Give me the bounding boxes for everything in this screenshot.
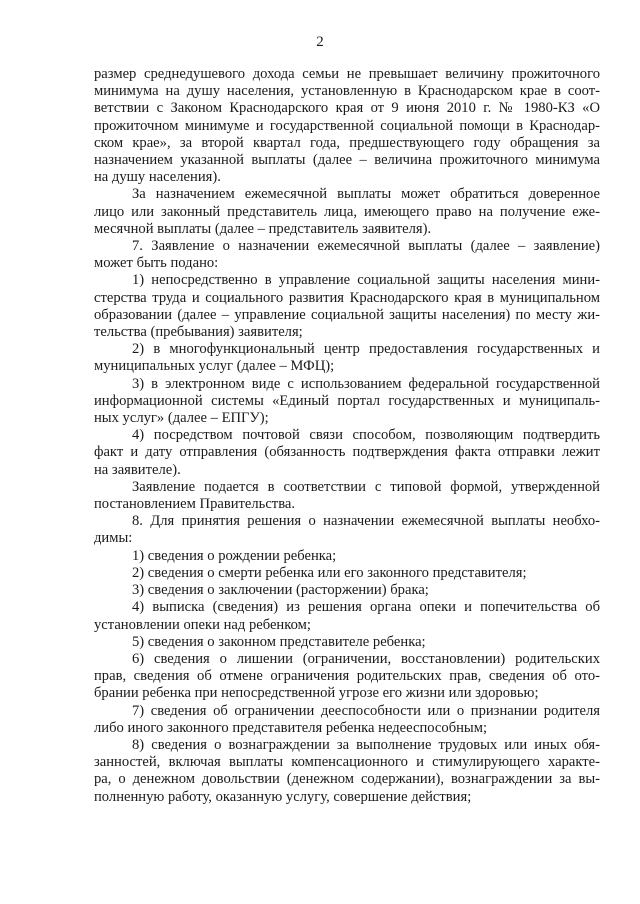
paragraph [94, 599, 600, 633]
text-line: 6) сведения о лишении (ограничении, восстановлении) родительских [132, 650, 600, 667]
text-line: брании ребенка при непосредственной угрозе его жизни или здоровью; [94, 685, 539, 702]
text-line: Заявление подается в соответствии с типовой формой, утвержденной [132, 478, 600, 495]
text-line: 3) сведения о заключении (расторжении) брака; [132, 582, 429, 599]
paragraph [94, 341, 600, 375]
paragraph [94, 238, 600, 272]
text-line: ра, о денежном довольствии (денежном содержании), вознаграждении за вы- [94, 771, 600, 788]
text-line: 4) выписка (сведения) из решения органа опеки и попечительства об [132, 599, 600, 616]
text-line: тельства (пребывания) заявителя; [94, 324, 303, 341]
text-line: образовании (далее – управление социальной защиты населения) по месту жи- [94, 306, 600, 323]
text-line: ском крае», за второй квартал года, предшествующего году обращения за [94, 134, 600, 151]
text-line: информационной системы «Единый портал государственных и муниципаль- [94, 392, 600, 409]
text-line: прожиточном минимуме и государственной социальной помощи в Краснодар- [94, 117, 600, 134]
paragraph [94, 66, 600, 186]
text-line: 8. Для принятия решения о назначении ежемесячной выплаты необхо- [132, 513, 600, 530]
text-line: минимума на душу населения, установленную в Краснодарском крае в соот- [94, 83, 600, 100]
paragraph [94, 651, 600, 703]
paragraph [94, 427, 600, 479]
paragraph [94, 272, 600, 341]
paragraph [94, 737, 600, 806]
text-line: 3) в электронном виде с использованием федеральной государственной [132, 375, 600, 392]
paragraph [94, 376, 600, 428]
text-line: 7. Заявление о назначении ежемесячной выплаты (далее – заявление) [132, 238, 600, 255]
text-line: 1) непосредственно в управление социальной защиты населения мини- [132, 272, 600, 289]
paragraph [94, 582, 600, 599]
text-line: размер среднедушевого дохода семьи не превышает величину прожиточного [94, 66, 600, 82]
text-line: ных услуг» (далее – ЕПГУ); [94, 410, 269, 427]
document-body [94, 66, 600, 806]
text-line: 1) сведения о рождении ребенка; [132, 547, 337, 564]
text-line: назначением указанной выплаты (далее – величина прожиточного минимума [94, 152, 600, 169]
text-line: 2) сведения о смерти ребенка или его законного представителя; [132, 564, 527, 581]
text-line: может быть подано: [94, 255, 219, 272]
text-line: на заявителе). [94, 461, 181, 478]
text-line: лицо или законный представитель лица, имеющего право на получение еже- [94, 203, 600, 220]
paragraph [94, 479, 600, 513]
paragraph [94, 548, 600, 565]
text-line: муниципальных услуг (далее – МФЦ); [94, 358, 335, 375]
text-line: месячной выплаты (далее – представитель заявителя). [94, 220, 432, 237]
text-line: ветствии с Законом Краснодарского края от 9 июня 2010 г. № 1980-КЗ «О [94, 100, 600, 117]
text-line: либо иного законного представителя ребенка недееспособным; [94, 719, 488, 736]
paragraph [94, 565, 600, 582]
text-line: димы: [94, 530, 133, 547]
text-line: 5) сведения о законном представителе ребенка; [132, 633, 426, 650]
text-line: 7) сведения об ограничении дееспособности или о признании родителя [132, 702, 600, 719]
text-line: на душу населения). [94, 169, 221, 186]
text-line: факт и дату отправления (обязанность подтверждения факта отправки лежит [94, 444, 600, 461]
text-line: занностей, включая выплаты компенсационного и стимулирующего характе- [94, 754, 600, 771]
text-line: полненную работу, оказанную услугу, совершение действия; [94, 788, 472, 805]
text-line: прав, сведения об отмене ограничения родительских прав, сведения об ото- [94, 668, 600, 685]
text-line: постановлением Правительства. [94, 496, 296, 513]
paragraph [94, 513, 600, 547]
paragraph [94, 186, 600, 238]
paragraph [94, 634, 600, 651]
text-line: 4) посредством почтовой связи способом, позволяющим подтвердить [132, 427, 600, 444]
text-line: 2) в многофункциональный центр предоставления государственных и [132, 341, 600, 358]
paragraph [94, 703, 600, 737]
text-line: 8) сведения о вознаграждении за выполнение трудовых или иных обя- [132, 736, 600, 753]
text-line: установлении опеки над ребенком; [94, 616, 311, 633]
text-line: За назначением ежемесячной выплаты может обратиться доверенное [132, 186, 600, 203]
page-number: 2 [316, 34, 324, 50]
text-line: стерства труда и социального развития Краснодарского края в муниципальном [94, 289, 600, 306]
